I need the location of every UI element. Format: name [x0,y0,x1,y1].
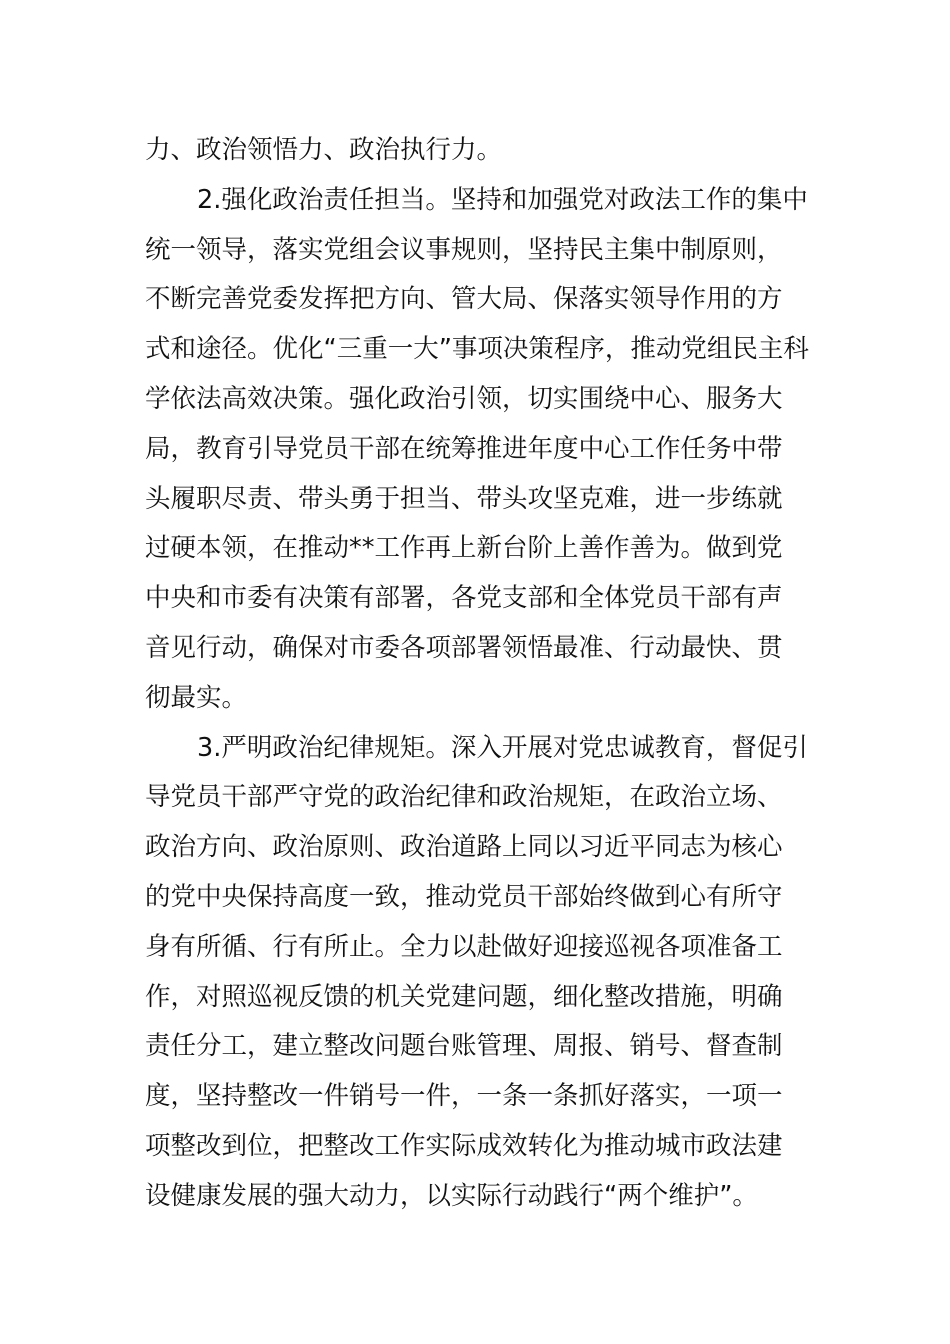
text-line: 度，坚持整改一件销号一件，一条一条抓好落实，一项一 [145,1081,783,1112]
text-line: 的党中央保持高度一致，推动党员干部始终做到心有所守 [145,881,783,912]
paragraph-2-first-line: 2.强化政治责任担当。坚持和加强党对政法工作的集中 [197,184,808,215]
paragraph-3-first-line: 3.严明政治纪律规矩。深入开展对党忠诚教育，督促引 [197,732,808,763]
text-line: 中央和市委有决策有部署，各党支部和全体党员干部有声 [145,583,783,614]
text-line: 力、政治领悟力、政治执行力。 [145,135,503,165]
text-line: 过硬本领，在推动**工作再上新台阶上善作善为。做到党 [145,533,783,564]
text-line: 式和途径。优化“三重一大”事项决策程序，推动党组民主科 [145,334,809,365]
text-line: 责任分工，建立整改问题台账管理、周报、销号、督查制 [145,1031,783,1062]
text-line: 身有所循、行有所止。全力以赴做好迎接巡视各项准备工 [145,931,783,962]
text-line: 局，教育引导党员干部在统筹推进年度中心工作任务中带 [145,433,783,464]
text-line: 彻最实。 [145,682,248,713]
text-line: 政治方向、政治原则、政治道路上同以习近平同志为核心 [145,832,783,863]
text-line: 统一领导，落实党组会议事规则，坚持民主集中制原则， [145,234,783,265]
text-line: 设健康发展的强大动力，以实际行动践行“两个维护”。 [145,1180,758,1211]
text-line: 学依法高效决策。强化政治引领，切实围绕中心、服务大 [145,383,783,414]
text-line: 头履职尽责、带头勇于担当、带头攻坚克难，进一步练就 [145,483,783,514]
text-line: 不断完善党委发挥把方向、管大局、保落实领导作用的方 [145,284,783,315]
document-body [145,126,807,1222]
text-line: 音见行动，确保对市委各项部署领悟最准、行动最快、贯 [145,632,783,663]
text-line: 作，对照巡视反馈的机关党建问题，细化整改措施，明确 [145,981,783,1012]
text-line: 项整改到位，把整改工作实际成效转化为推动城市政法建 [145,1130,783,1161]
text-line: 导党员干部严守党的政治纪律和政治规矩，在政治立场、 [145,782,783,813]
